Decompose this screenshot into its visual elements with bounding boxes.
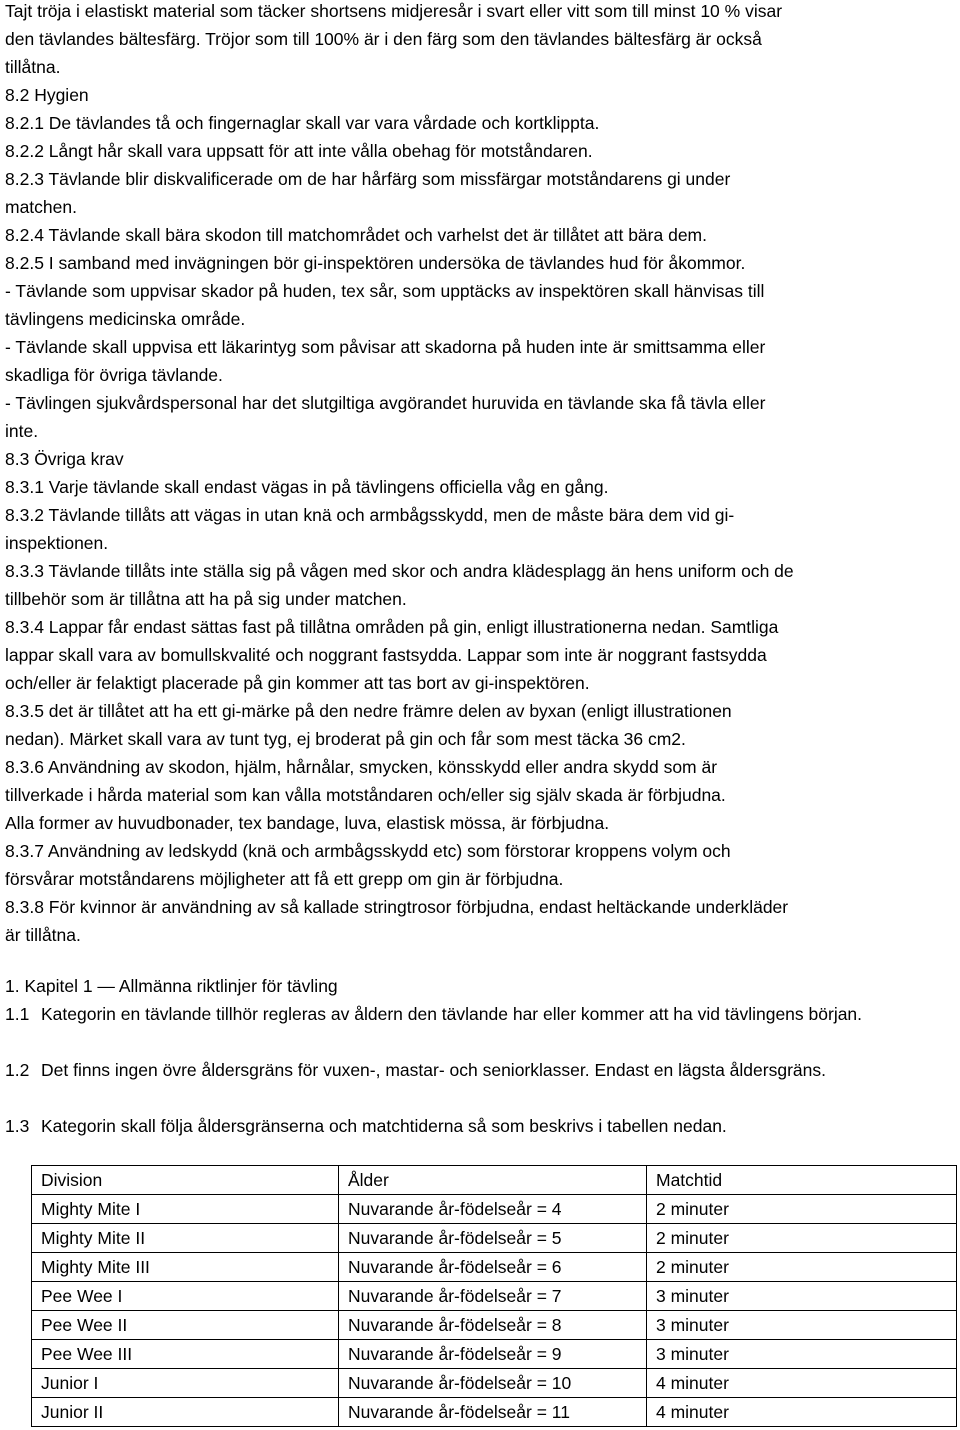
text-line: matchen. (5, 197, 77, 217)
table-row (32, 1369, 957, 1398)
table-row (32, 1253, 957, 1282)
text-line: 8.3.5 det är tillåtet att ha ett gi-märke på den nedre främre delen av byxan (enligt illustrationen (5, 701, 732, 721)
text-line: - Tävlande som uppvisar skador på huden, tex sår, som upptäcks av inspektören skall hänvisas till (5, 281, 765, 301)
table-row (32, 1311, 957, 1340)
table-header-cell: Matchtid (647, 1166, 957, 1195)
table-header-row (32, 1166, 957, 1195)
division-cell: Mighty Mite I (32, 1195, 339, 1224)
text-line: 8.3.4 Lappar får endast sättas fast på tillåtna områden på gin, enligt illustrationerna nedan. Samtliga (5, 617, 779, 637)
match-time-cell: 2 minuter (647, 1224, 957, 1253)
table-row (32, 1224, 957, 1253)
text-line: tillåtna. (5, 57, 61, 77)
text-line: 8.2.2 Långt hår skall vara uppsatt för att inte vålla obehag för motståndaren. (5, 141, 593, 161)
text-line: nedan). Märket skall vara av tunt tyg, ej broderat på gin och får som mest täcka 36 cm2. (5, 729, 686, 749)
table-row (32, 1340, 957, 1369)
text-line: tävlingens medicinska område. (5, 309, 246, 329)
text-line: inte. (5, 421, 39, 441)
chapter-item-text: Kategorin skall följa åldersgränserna och matchtiderna så som beskrivs i tabellen nedan. (41, 1116, 727, 1136)
section-heading: 8.3 Övriga krav (5, 449, 124, 469)
division-cell: Pee Wee II (32, 1311, 339, 1340)
text-line: 8.2.4 Tävlande skall bära skodon till matchområdet och varhelst det är tillåtet att bära dem. (5, 225, 707, 245)
division-cell: Mighty Mite III (32, 1253, 339, 1282)
table-header-cell: Division (32, 1166, 339, 1195)
match-time-cell: 3 minuter (647, 1311, 957, 1340)
text-line: 8.2.1 De tävlandes tå och fingernaglar skall var vara vårdade och kortklippta. (5, 113, 600, 133)
division-cell: Pee Wee III (32, 1340, 339, 1369)
text-line: - Tävlande skall uppvisa ett läkarintyg som påvisar att skadorna på huden inte är smittsamma eller (5, 337, 766, 357)
chapter-item-text: Kategorin en tävlande tillhör regleras av åldern den tävlande har eller kommer att ha vid tävlingens början. (41, 1004, 863, 1024)
text-line: - Tävlingen sjukvårdspersonal har det slutgiltiga avgörandet huruvida en tävlande ska få tävla eller (5, 393, 766, 413)
text-line: 8.3.3 Tävlande tillåts inte ställa sig på vågen med skor och andra klädesplagg än hens uniform och de (5, 561, 794, 581)
age-cell: Nuvarande år-födelseår = 11 (339, 1398, 647, 1427)
text-line: är tillåtna. (5, 925, 81, 945)
age-cell: Nuvarande år-födelseår = 9 (339, 1340, 647, 1369)
table-row (32, 1195, 957, 1224)
text-line: 8.2.3 Tävlande blir diskvalificerade om de har hårfärg som missfärgar motståndarens gi under (5, 169, 731, 189)
age-cell: Nuvarande år-födelseår = 5 (339, 1224, 647, 1253)
match-time-cell: 3 minuter (647, 1340, 957, 1369)
match-time-cell: 4 minuter (647, 1398, 957, 1427)
text-line: 8.3.2 Tävlande tillåts att vägas in utan knä och armbågsskydd, men de måste bära dem vid gi- (5, 505, 735, 525)
text-line: inspektionen. (5, 533, 109, 553)
text-line: och/eller är felaktigt placerade på gin kommer att tas bort av gi-inspektören. (5, 673, 590, 693)
text-line: tillverkade i hårda material som kan vålla motståndaren och/eller sig själv skada är förbjudna. (5, 785, 726, 805)
text-line: 8.2.5 I samband med invägningen bör gi-inspektören undersöka de tävlandes hud för åkommor. (5, 253, 746, 273)
chapter-item-text: Det finns ingen övre åldersgräns för vuxen-, mastar- och seniorklasser. Endast en lägsta åldersgräns. (41, 1060, 826, 1080)
age-cell: Nuvarande år-födelseår = 8 (339, 1311, 647, 1340)
age-cell: Nuvarande år-födelseår = 10 (339, 1369, 647, 1398)
text-line: den tävlandes bältesfärg. Tröjor som till 100% är i den färg som den tävlandes bältesfärg är också (5, 29, 762, 49)
match-time-cell: 2 minuter (647, 1253, 957, 1282)
age-table (31, 1165, 957, 1427)
match-time-cell: 2 minuter (647, 1195, 957, 1224)
text-line: skadliga för övriga tävlande. (5, 365, 223, 385)
text-line: tillbehör som är tillåtna att ha på sig under matchen. (5, 589, 407, 609)
table-row (32, 1398, 957, 1427)
text-line: 8.3.6 Användning av skodon, hjälm, hårnålar, smycken, könsskydd eller andra skydd som är (5, 757, 718, 777)
text-line: Alla former av huvudbonader, tex bandage, luva, elastisk mössa, är förbjudna. (5, 813, 610, 833)
text-line: 8.3.7 Användning av ledskydd (knä och armbågsskydd etc) som förstorar kroppens volym och (5, 841, 731, 861)
text-line: Tajt tröja i elastiskt material som täcker shortsens midjeresår i svart eller vitt som till minst 10 % visar (5, 1, 783, 21)
chapter-item-number: 1.3 (5, 1116, 30, 1136)
match-time-cell: 3 minuter (647, 1282, 957, 1311)
chapter-item-number: 1.1 (5, 1004, 30, 1024)
match-time-cell: 4 minuter (647, 1369, 957, 1398)
division-cell: Pee Wee I (32, 1282, 339, 1311)
division-cell: Junior I (32, 1369, 339, 1398)
division-cell: Mighty Mite II (32, 1224, 339, 1253)
text-line: lappar skall vara av bomullskvalité och noggrant fastsydda. Lappar som inte är noggrant fastsydda (5, 645, 767, 665)
age-cell: Nuvarande år-födelseår = 6 (339, 1253, 647, 1282)
section-heading: 8.2 Hygien (5, 85, 89, 105)
chapter-title: 1. Kapitel 1 — Allmänna riktlinjer för tävling (5, 976, 338, 996)
table-row (32, 1282, 957, 1311)
chapter-item-number: 1.2 (5, 1060, 30, 1080)
age-cell: Nuvarande år-födelseår = 7 (339, 1282, 647, 1311)
division-cell: Junior II (32, 1398, 339, 1427)
text-line: 8.3.8 För kvinnor är användning av så kallade stringtrosor förbjudna, endast heltäckande underkläder (5, 897, 789, 917)
age-cell: Nuvarande år-födelseår = 4 (339, 1195, 647, 1224)
table-header-cell: Ålder (339, 1166, 647, 1195)
text-line: försvårar motståndarens möjligheter att få ett grepp om gin är förbjudna. (5, 869, 564, 889)
text-line: 8.3.1 Varje tävlande skall endast vägas in på tävlingens officiella våg en gång. (5, 477, 609, 497)
